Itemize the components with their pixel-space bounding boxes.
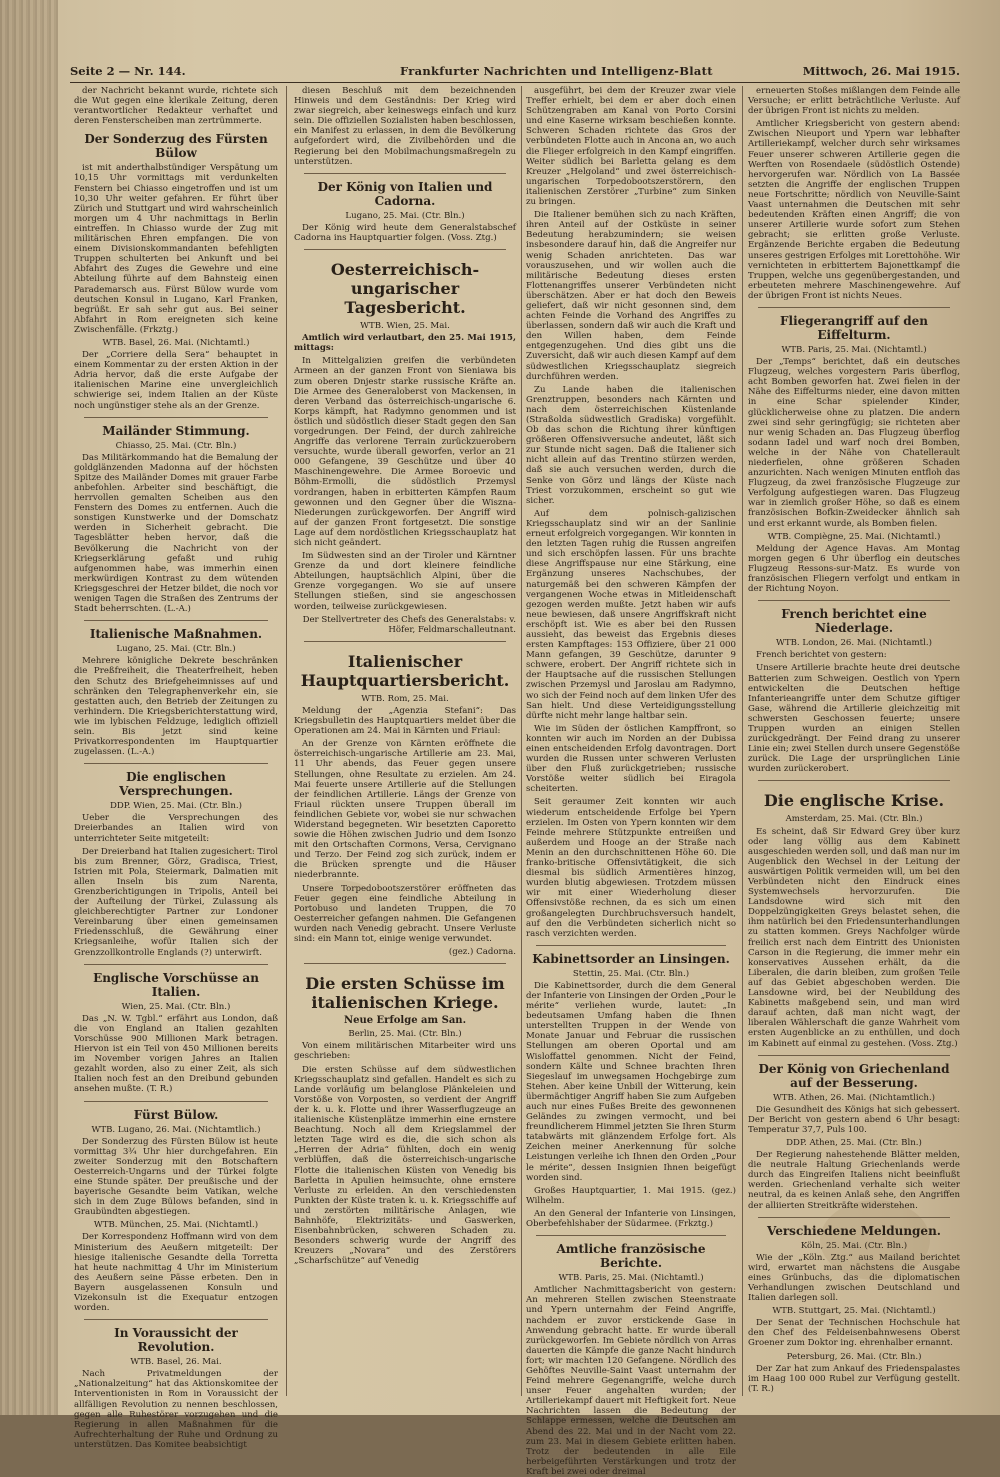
dateline: Petersburg, 26. Mai. (Ctr. Bln.) [786,1351,922,1362]
signature: Der Stellvertreter des Chefs des Generalstabs: v. Höfer, Feldmarschalleutnant. [302,614,516,635]
headline: Die englische Krise. [763,791,945,811]
article-text: diesen Beschluß mit dem bezeichnenden Hinweis und dem Geständnis: Der Krieg wird zwar siegreich, aber keineswegs einfach und kurz sein. Die offiziellen Sozialisten haben beschlossen, ein Manifest zu erlassen, in dem die Bevölkerung aufgefordert wird, die Zivilbehörden und die Regierung bei den Mobilmachungsmaßregeln zu unterstützen. [294,86,516,167]
separator [304,641,506,642]
headline: Italienische Maßnahmen. [89,627,263,642]
article-text: Wie der „Köln. Ztg.“ aus Mailand berichtet wird, erwartet man nächstens die Ausgabe eines Grünbuchs, das die diplomatischen Verhandlungen zwischen Deutschland und Italien darlegen soll. [748,1252,960,1304]
dateline: WTB. Paris, 25. Mai. (Nichtamtl.) [558,1273,704,1284]
article-text: Die Gesundheit des Königs hat sich gebessert. Der Bericht von gestern abend 6 Uhr besagt: Temperatur 37,7, Puls 100. [748,1104,960,1135]
article-text: Im Südwesten sind an der Tiroler und Kärntner Grenze da und dort kleinere feindliche Abteilungen, hauptsächlich Alpini, über die Grenze vorgegangen. Wo sie auf unsere Stellungen stießen, sind sie angeschossen worden, teilweise zurückgewiesen. [294,551,516,612]
article-text: Wie im Süden der östlichen Kampffront, so konnten wir auch im Norden an der Dubissa einen entscheidenden Erfolg davontragen. Dort wurden die Russen unter schweren Verlusten über den Fluß zurückgetrieben; russische Vorstöße weiter südlich bei Eiragola scheiterten. [526,723,736,795]
article-text: French berichtet von gestern: [756,650,887,661]
article-text: Der Senat der Technischen Hochschule hat den Chef des Feldeisenbahnwesens Oberst Groener zum Doktor ing. ehrenhalber ernannt. [748,1318,960,1349]
column-divider [286,86,287,1396]
article-text: Meldung der „Agenzia Stefani“: Das Kriegsbulletin des Hauptquartiers meldet über die Operationen am 24. Mai in Kärnten und Friaul: [294,705,516,737]
article-text: Großes Hauptquartier, 1. Mai 1915. (gez.) Wilhelm. [526,1185,736,1206]
article-text: Der Dreierband hat Italien zugesichert: Tirol bis zum Brenner, Görz, Gradisca, Triest, Istrien mit Pola, Steiermark, Dalmatien mit allen Inseln bis zum Narenta, Grenzberichtigungen in Tripolis, Anteil bei der Aufteilung der Türkei, Zulassung als gleichberechtigter Partner zur Londoner Vereinbarung über einen gemeinsamen Friedensschluß, die Gewährung einer Kriegsanleihe, wofür Italien sich der Grenzzollkontrolle Englands (?) unterwirft. [74,846,278,958]
separator [758,1055,950,1056]
dateline: Stettin, 25. Mai. (Ctr. Bln.) [572,968,690,979]
article-text: Meldung der Agence Havas. Am Montag morgen gegen 6 Uhr überflog ein deutsches Flugzeug Ressons-sur-Matz. Es wurde von französischen Fliegern verfolgt und entkam in der Richtung Noyon. [748,543,960,595]
headline: Amtliche französische Berichte. [556,1242,706,1271]
article-text: Der „Temps“ berichtet, daß ein deutsches Flugzeug, welches vorgestern Paris überflog, acht Bomben geworfen hat. Zwei fielen in der Nähe des Eiffelturms nieder, eine davon mitten in eine Schar spielender Kinder, glücklicherweise ohne zu platzen. Die andern zwei sind sehr geringfügig; sie richteten aber nur wenig Schaden an. Das Flugzeug überflog sodann Iadel und warf noch drei Bomben, welche in der Nähe von Chatellerault niederfielen, ohne größeren Schaden anzurichten. Nach wenigen Minuten entfloh das Flugzeug, da zwei französische Flugzeuge zur Verfolgung aufgestiegen waren. Das Flugzeug war in ziemlich großer Höhe, so daß es einem französischen Bofkin-Zweidecker ähnlich sah und erst erkannt wurde, als Bomben fielen. [748,357,960,529]
dateline: Lugano, 25. Mai. (Ctr. Bln.) [116,644,236,655]
headline: Kabinettsorder an Linsingen. [532,951,730,966]
dateline: Wien, 25. Mai. (Ctr. Bln.) [121,1001,231,1012]
separator [304,173,506,174]
newspaper-title: Frankfurter Nachrichten und Intelligenz-Blatt [400,64,713,78]
headline: Mailänder Stimmung. [102,423,250,438]
separator [758,600,950,601]
dateline: WTB. Wien, 25. Mai. [360,321,450,332]
column-divider [521,86,522,1396]
article-text: Zu Lande haben die italienischen Grenztruppen, besonders nach Kärnten und nach dem österreichischen Küstenlande (Straßolda südwestlich Gradiska) vorgefühlt. Ob das schon die Richtung ihrer künftigen größeren Offensivversuche andeutet, läßt sich zur Stunde nicht sagen. Daß die Italiener sich nicht allein auf das Trentino stürzen werden, daß sie auch versuchen werden, durch die Senke von Görz und längs der Küste nach Triest vorzukommen, erscheint so gut wie sicher. [526,384,736,506]
headline: Fürst Bülow. [133,1107,219,1122]
dateline: WTB. Stuttgart, 25. Mai. (Nichtamtl.) [772,1306,936,1317]
headline: Die ersten Schüsse im italienischen Kriege. [305,974,505,1013]
article-text: Der „Corriere della Sera“ behauptet in einem Kommentar zu der ersten Aktion in der Adria hervor, daß die erste Aufgabe der italienischen Marine eine unvergleichlich schwierige sei, indem Italien an der Küste noch ungünstiger stehe als an der Grenze. [74,350,278,411]
dateline: Chiasso, 25. Mai. (Ctr. Bln.) [115,440,237,451]
dateline: WTB. München, 25. Mai. (Nichtamtl.) [93,1220,259,1231]
issue-date: Mittwoch, 26. Mai 1915. [802,64,960,78]
article-text: Nach Privatmeldungen der „Nationalzeitung“ hat das Aktionskomitee der Interventionisten in Rom in Voraussicht der allfälligen Revolution zu nennen beschlossen, gegen alle Ruhestörer vorzugehen und die Regierung in allen Maßnahmen für die Aufrechterhaltung der Ruhe und Ordnung zu unterstützen. Das Komitee beabsichtigt [74,1369,278,1450]
separator [84,763,268,764]
article-text: ausgeführt, bei dem der Kreuzer zwar viele Treffer erhielt, bei dem er aber doch einen Schützengraben am Kanal von Porto Corsini und eine Kaserne wirksam beschießen konnte. Schweren Schaden richtete das Gros der verbündeten Flotte auch in Ancona an, wo auch die Flieger erfolgreich in den Kampf eingriffen. Weiter südlich bei Barletta gelang es dem Kreuzer „Helgoland“ und zwei österreichisch-ungarischen Torpedobootszerstörern, den italienischen Zerstörer „Turbine“ zum Sinken zu bringen. [526,86,736,208]
page-header [70,64,960,82]
article-text: Von einem militärischen Mitarbeiter wird uns geschrieben: [294,1041,516,1062]
dateline: DDP. Wien, 25. Mai. (Ctr. Bln.) [109,801,243,812]
separator [758,307,950,308]
article-text: Die ersten Schüsse auf dem südwestlichen Kriegsschauplatz sind gefallen. Handelt es sich zu Lande vorläufig um belanglose Plänkeleien und Vorstöße von Vorposten, so verdient der Angriff der k. u. k. Flotte und ihrer Wasserflugzeuge an italienische Küstenplätze immerhin eine ernstere Beachtung. Noch all dem Kriegslammel der letzten Tage wird es die, die sich schon als „Herren der Adria“ fühlten, doch ein wenig verblüffen, daß die österreichisch-ungarische Flotte die italienischen Küsten von Venedig bis Barletta in Apulien heimsuchte, ohne ernstere Verluste zu erleiden. An den verschiedensten Punkten der Küste traten k. u. k. Kriegsschiffe auf und zerstörten militärische Anlagen, wie Bahnhöfe, Elektrizitäts- und Gaswerken, Eisenbahnbrücken, schweren Schaden zu. Besonders schwerig wurde der Angriff des Kreuzers „Novara“ und des Zerstörers „Scharfschütze“ auf Venedig [294,1064,516,1267]
article-text: Ueber die Versprechungen des Dreierbandes an Italien wird von unterrichteter Seite mitgeteilt: [74,813,278,844]
article-text: Die Kabinettsorder, durch die dem General der Infanterie von Linsingen der Orden „Pour le mérite“ verliehen wurde, lautet: „In bedeutsamen Umfang haben die Ihnen unterstellten Truppen in der Wende von Monate Januar und Februar die russischen Stellungen am oberen Oportal und am Wisloffattel genommen. Nicht der Feind, sondern Kälte und Schnee brachten Ihren Siegeslauf im unwegsamen Hochgebirge zum Stehen. Aber keine Unbill der Witterung, kein übermächtiger Angriff haben Sie zum Aufgeben auch nur eines Fußes Breite des gewonnenen Geländes zu zwingen vermocht, und bei freundlicherem Himmel jetzten Sie Ihren Sturm tatabwärts mit glänzendem Erfolge fort. Als Zeichen meiner Anerkennung für solche Leistungen verleihe ich Ihnen den Orden „Pour le mérite“, dessen Insignien Ihnen beigefügt worden sind. [526,980,736,1183]
dateline: WTB. Lugano, 26. Mai. (Nichtamtlich.) [91,1124,261,1135]
dateline: DDP. Athen, 25. Mai. (Ctr. Bln.) [786,1137,922,1148]
separator [84,417,268,418]
article-text: An den General der Infanterie von Linsingen, Oberbefehlshaber der Südarmee. (Frkztg.) [526,1208,736,1230]
headline: Die englischen Versprechungen. [119,770,233,799]
separator [84,964,268,965]
article-text: erneuerten Stoßes mißlangen dem Feinde alle Versuche; er erlitt beträchtliche Verluste. Auf der übrigen Front ist nichts zu melden. [748,86,960,117]
article-text: An der Grenze von Kärnten eröffnete die österreichisch-ungarische Artillerie am 23. Mai, 11 Uhr abends, das Feuer gegen unsere Stellungen, ohne Resultate zu erzielen. Am 24. Mai feuerte unsere Artillerie auf die Stellungen der feindlichen Artillerie. Längs der Grenze von Friaul rückten unsere Truppen überall im feindlichen Gebiete vor, wobei sie nur schwachen Widerstand begegneten. Wir besetzten Caporetto sowie die Höhen zwischen Judrio und dem Isonzo mit den Ortschaften Cormons, Versa, Cervignano und Terzo. Der Feind zog sich zurück, indem er die Brücken sprengte und die Häuser niederbrannte. [294,739,516,881]
separator [304,249,506,250]
binding-edge [0,0,58,1415]
article-text: Mehrere königliche Dekrete beschränken die Preßfreiheit, die Theaterfreiheit, heben den Schutz des Briefgeheimnisses auf und schränken den Telegraphenverkehr ein, sie gestatten auch, den Betrieb der Zeitungen zu verhindern. Die Kriegsberichterstattung wird, wie im lybischen Feldzuge, lediglich offiziell sein. Bis jetzt sind keine Privatkorrespondenten im Hauptquartier zugelassen. (L.-A.) [74,656,278,758]
separator [84,1101,268,1102]
article-text: Seit geraumer Zeit konnten wir auch wiederum entscheidende Erfolge bei Ypern erzielen. Im Osten von Ypern konnten wir dem Feinde mehrere Stützpunkte entreißen und außerdem und Hooge an der Straße nach Menin an den durchschnittenen Höhe 60. Die franko-britische Offensivtätigkeit, die sich diesmal bis südlich Armentières hinzog, wurden blutig abgewiesen. Trotzdem müssen wir mit einer Wiederholung dieser Offensivstöße rechnen, da es sich um einen großangelegten Durchbruchsversuch handelt, auf den die Verbündeten sicherlich nicht so rasch verzichten werden. [526,797,736,939]
column-4 [748,86,960,1396]
article-text: Das Militärkommando hat die Bemalung der goldglänzenden Madonna auf der höchsten Spitze des Mailänder Domes mit grauer Farbe anbefohlen. Arbeiter sind beschäftigt, die herrvollen gemalten Scheiben aus den Fenstern des Domes zu entfernen. Auch die sonstigen Kunstwerke und der Domschatz werden in Sicherheit gebracht. Die Tagesblätter heben hervor, daß die Bevölkerung die Nachricht von der Kriegserklärung gefaßt und ruhig aufgenommen habe, was immerhin einen merkwürdigen Kontrast zu dem wütenden Kriegsgeschrei der Hetzer bildet, die noch vor wenigen Tagen die Straßen des Zentrums der Stadt beherrschten. (L.-A.) [74,452,278,615]
article-text: Unsere Torpedobootszerstörer eröffneten das Feuer gegen eine feindliche Abteilung in Portobuso und landeten Truppen, die 70 Oesterreicher gefangen nahmen. Die Gefangenen wurden nach Venedig gebracht. Unsere Verluste sind: ein Mann tot, einige wenige verwundet. [294,883,516,944]
headline: Italienischer Hauptquartiersbericht. [300,651,510,690]
column-divider [742,86,743,1396]
headline: French berichtet eine Niederlage. [781,607,927,636]
dateline: Berlin, 25. Mai. (Ctr. Bln.) [348,1029,462,1040]
page-number: Seite 2 — Nr. 144. [70,64,186,78]
article-text: der Nachricht bekannt wurde, richtete sich die Wut gegen eine klerikale Zeitung, deren verantwortlicher Redakteur verhaftet und deren Fensterscheiben man zertrümmerte. [74,86,278,127]
dateline: WTB. Compiègne, 25. Mai. (Nichtamtl.) [767,531,941,542]
dateline: Amsterdam, 25. Mai. (Ctr. Bln.) [785,814,923,825]
headline: Fliegerangriff auf den Eiffelturm. [779,313,928,342]
separator [84,620,268,621]
headline: In Voraussicht der Revolution. [114,1326,238,1355]
header-rule [70,82,960,83]
separator [758,1217,950,1218]
dateline: WTB. Basel, 26. Mai. (Nichtamtl.) [102,337,250,348]
headline: Oesterreichisch-ungarischer Tagesbericht. [330,260,480,318]
article-text: Es scheint, daß Sir Edward Grey über kurz oder lang völlig aus dem Kabinett ausgeschieden werden soll, und daß man nur im Augenblick den Wechsel in der Leitung der auswärtigen Politik vermeiden will, um bei den Verbündeten nicht den Eindruck eines Systemwechsels hervorzurufen. Die Landsdowne wird sich mit den Doppelzüngigkeiten Greys belastet sehen, die ihm natürlich bei den Friedensunterhandlungen zu statten kommen. Greys Nachfolger würde freilich erst nach dem Eintritt des Unionisten Carson in die Regierung, die immer mehr ein konservatives Aussehen erhält, da die Liberalen, die darin bleiben, zum großen Teile auf das Gebiet abgeschoben werden. Die Lansdowne wird, bei der Neubildung des Kabinetts maßgebend sein, und man wird darauf achten, daß man nicht wagt, der liberalen Wählerschaft die ganze Wahrheit vom ersten Augenblicke an zu enthüllen, und doch im Kabinett auf einmal zu gestehen. (Voss. Ztg.) [748,826,960,1049]
column-3 [526,86,736,1477]
signature: (gez.) Cadorna. [448,947,516,958]
dateline: WTB. Basel, 26. Mai. [130,1357,222,1368]
separator [536,1235,726,1236]
subheadline: Neue Erfolge am San. [343,1015,467,1027]
headline: Der König von Griechenland auf der Besserung. [758,1061,950,1090]
headline: Der König von Italien und Cadorna. [317,179,493,208]
headline: Englische Vorschüsse an Italien. [93,970,259,999]
article-text: Der König wird heute dem Generalstabschef Cadorna ins Hauptquartier folgen. (Voss. Ztg.) [294,222,516,243]
article-text: In Mittelgalizien greifen die verbündeten Armeen an der ganzen Front von Sieniawa bis zum oberen Dnjestr starke russische Kräfte an. Die Armee des Generaloberst von Mackensen, in deren Verband das österreichisch-ungarische 6. Korps kämpft, hat Radymno genommen und ist östlich und südöstlich dieser Stadt gegen den San vorgedrungen. Der Feind, der durch zahlreiche Angriffe das verlorene Terrain zurückzuerobern versuchte, wurde überall geworfen, verlor an 21 000 Gefangene, 39 Geschütze und über 40 Maschinengewehre. Die Armee Boroevic und Böhm-Ermolli, die südöstlich Przemysl vordrangen, haben in erbitterten Kämpfen Raum gewonnen und den Gegner über die Wiszna-Niederungen zurückgeworfen. Der Angriff wird auf der ganzen Front fortgesetzt. Die sonstige Lage auf dem nordöstlichen Kriegsschauplatz hat sich nicht geändert. [294,356,516,548]
dateline: Köln, 25. Mai. (Ctr. Bln.) [800,1240,908,1251]
dateline: Lugano, 25. Mai. (Ctr. Bln.) [345,210,465,221]
article-text: Der Zar hat zum Ankauf des Friedenspalastes im Haag 100 000 Rubel zur Verfügung gestellt. (T. R.) [748,1363,960,1394]
article-text: ist mit anderthalbstündiger Verspätung um 10,15 Uhr vormittags mit verdunkelten Fenstern bei Chiasso eingetroffen und ist um 10,30 Uhr weiter gefahren. Er führt über Zürich und Stuttgart und wird wahrscheinlich morgen um 4 Uhr nachmittags in Berlin eintreffen. In Chiasso wurde der Zug mit militärischen Ehren empfangen. Die von einem Divisionskommandanten befehligten Truppen schulterten bei Ankunft und bei Abfahrt des Zuges die Gewehre und eine Abteilung führte auf dem Bahnsteig einen Parademarsch aus. Fürst Bülow wurde vom deutschen Konsul in Lugano, Karl Franken, begrüßt. Er sah sehr gut aus. Bei seiner Abfahrt in Rom ereigneten sich keine Zwischenfälle. (Frkztg.) [74,163,278,335]
separator [304,963,506,964]
article-text: Der Sonderzug des Fürsten Bülow ist heute vormittag 3¾ Uhr hier durchgefahren. Ein zweiter Sonderzug mit den Botschaftern Oesterreich-Ungarns und der Türkei folgte eine Stunde später. Der preußische und der bayerische Gesandte beim Vatikan, welche sich in dem Zuge Bülows befanden, sind in Graubündten abgestiegen. [74,1136,278,1218]
article-text: Amtlich wird verlautbart, den 25. Mai 1915, mittags: [294,333,516,354]
headline: Der Sonderzug des Fürsten Bülow [84,132,268,161]
article-text: Amtlicher Nachmittagsbericht von gestern: An mehreren Stellen zwischen Steenstraate und Ypern unternahm der Feind Angriffe, nachdem er zuvor erstickende Gase in Anwendung gebracht hatte. Er wurde überall zurückgeworfen. Im Gebiete nördlich von Arras dauerten die Kämpfe die ganze Nacht hindurch fort; wir machten 120 Gefangene. Nördlich des Gehöftes Neuville-Saint Vaast unternahm der Feind mehrere Gegenangriffe, welche durch unser Feuer angehalten wurden; der Artilleriekampf dauert mit Heftigkeit fort. Neue Nachrichten lassen die Bedeutung der Schlappe ermessen, welche die Deutschen am Abend des 22. Mai und in der Nacht vom 22. zum 23. Mai in diesem Gebiete erlitten haben. Trotz der bedeutenden in alle Eile herbeigeführten Verstärkungen und trotz der Kraft bei zwei oder dreimal [526,1285,736,1477]
article-text: Der Regierung nahestehende Blätter melden, die neutrale Haltung Griechenlands werde durch das Eingreifen Italiens nicht beeinflußt werden. Griechenland verhalte sich weiter neutral, da es keinen Anlaß sehe, den Angriffen der alliierten Streitkräfte widerstehen. [748,1150,960,1211]
article-text: Amtlicher Kriegsbericht von gestern abend: Zwischen Nieuport und Ypern war lebhafter Artilleriekampf, welcher durch sehr wirksames Feuer unserer schweren Artillerie gegen die Werften von Rosendaele (südöstlich Ostende) hervorgerufen war. Nördlich von La Bassée setzten die Angriffe der englischen Truppen neue Fortschritte; nördlich von Neuville-Saint Vaast unternahmen die Deutschen mit sehr bedeutenden Kräften einen Angriff; die von unserer Artillerie wurde sofort zum Stehen gebracht; sie erlitten große Verluste. Ergänzende Berichte ergaben die Bedeutung unseres gestrigen Erfolges mit Lorettohöhe. Wir vernichteten in erbittertem Bajonettkampf die Truppen, welche uns gegenübergestanden, und erbeuteten mehrere Maschinengewehre. Auf der übrigen Front ist nichts Neues. [748,119,960,301]
article-text: Das „N. W. Tgbl.“ erfährt aus London, daß die von England an Italien gezahlten Vorschüsse 900 Millionen Mark betragen. Hiervon ist ein Teil von 450 Millionen bereits im November vorigen Jahres an Italien gezahlt worden, also zu einer Zeit, als sich Italien noch fest an den Dreibund gebunden ansehen mußte. (T. R.) [74,1013,278,1095]
separator [84,1319,268,1320]
article-text: Auf dem polnisch-galizischen Kriegsschauplatz sind wir an der Sanlinie erneut erfolgreich vorgegangen. Wir konnten in den letzten Tagen ruhig die Russen angreifen und sich erschöpfen lassen. Für uns brachte diese Angriffspause nur eine Stärkung, eine Ergänzung unseres Nachschubes, der naturgemäß bei den schweren Kämpfen der vergangenen Woche etwas in Mitleidenschaft gezogen werden mußte. Jetzt haben wir aufs neue bewiesen, daß unsere Angriffskraft nicht erschöpft ist. Wie es aber bei den Russen aussieht, das beweist das Ergebnis dieses ersten Kampftages: 153 Offiziere, über 21 000 Mann gefangen, 39 Geschütze, darunter 9 schwere, erobert. Der Angriff richtete sich in der Hauptsache auf die russischen Stellungen zwischen Przemysl und Jaroslau am Radymno, wo sich der Feind noch auf dem linken Ufer des San hielt. Und diese Verteidigungsstellung dürfte nicht mehr lange haltbar sein. [526,508,736,721]
column-2 [294,86,516,1396]
dateline: WTB. Rom, 25. Mai. [361,693,449,704]
article-text: Unsere Artillerie brachte heute drei deutsche Batterien zum Schweigen. Oestlich von Ypern entwickelten die Deutschen heftige Infanterieangriffe unter dem Schutze giftiger Gase, während die Artillerie gleichzeitig mit schwersten Geschossen feuerte; unsere Truppen wurden an einigen Stellen zurückgedrängt. Der Feind drang zu unserer Linie ein; zwei Stellen durch unsere Gegenstöße zurück. Die Lage der ursprünglichen Linie wurden zurückerobert. [748,663,960,775]
headline: Verschiedene Meldungen. [767,1223,941,1238]
separator [536,945,726,946]
dateline: WTB. Athen, 26. Mai. (Nichtamtlich.) [772,1092,936,1103]
article-text: Der Korrespondenz Hoffmann wird von dem Ministerium des Aeußern mitgeteilt: Der hiesige italienische Gesandte della Torretta hat heute nachmittag 4 Uhr im Ministerium des Aeußern seine Pässe erbeten. Den in Bayern ausgelassenen Konsuln und Vizekonsuln ist die Exequatur entzogen worden. [74,1232,278,1314]
column-1 [74,86,278,1450]
dateline: WTB. London, 26. Mai. (Nichtamtl.) [776,638,932,649]
separator [758,780,950,781]
article-text: Die Italiener bemühen sich zu nach Kräften, ihren Anteil auf der Ostküste in seiner Bedeutung herabzumindern; sie weisen insbesondere darauf hin, daß die Angreifer nur wenig Schaden anrichteten. Das war vorauszusehen, und wir wollen auch die militärische Bedeutung dieses ersten Flottenangriffes unserer Verbündeten nicht überschätzen. Aber er hat doch den Beweis geliefert, daß wir nicht gesonnen sind, dem achten Feinde die Vorhand des Angriffes zu überlassen, sondern daß wir auch die Kraft und den Willen haben, dem Feinde entgegenzugehen. Und dies gibt uns die Zuversicht, daß wir auch diesen Kampf auf dem südwestlichen Kriegsschauplatz siegreich durchführen werden. [526,210,736,382]
dateline: WTB. Paris, 25. Mai. (Nichtamtl.) [781,344,927,355]
